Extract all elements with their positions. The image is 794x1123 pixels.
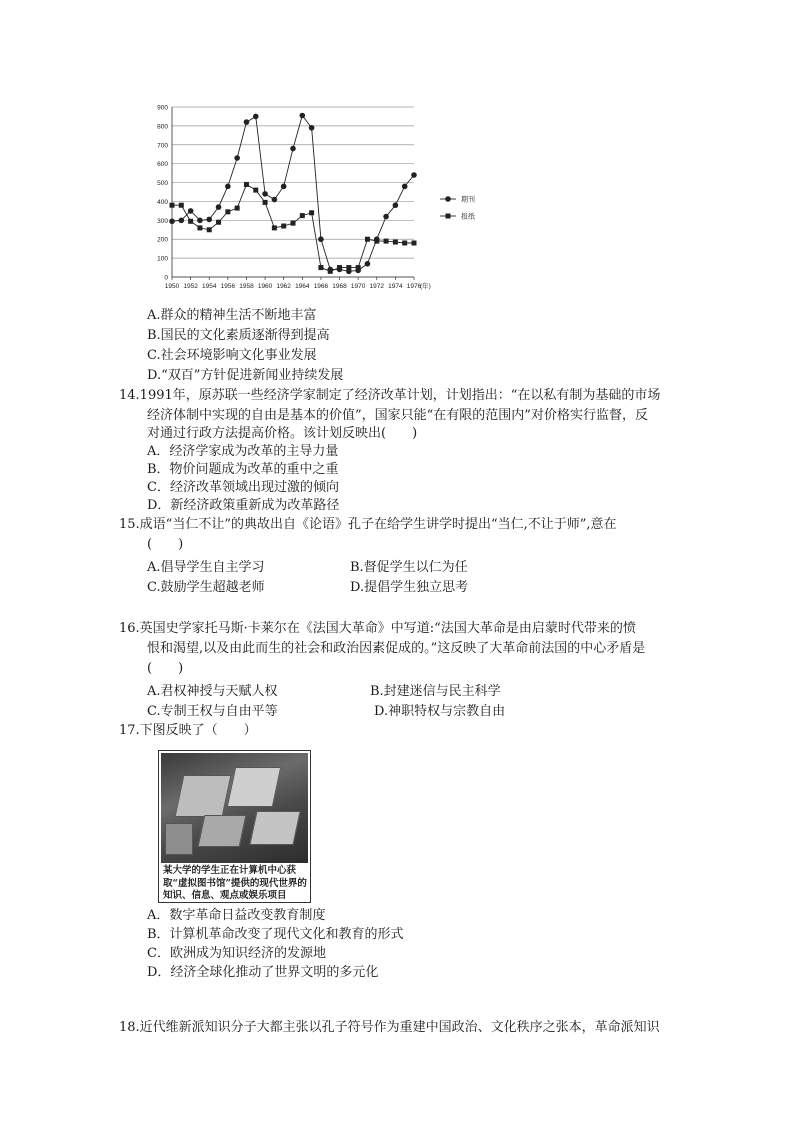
data-point [179,218,185,224]
x-tick-label: 1966 [313,283,329,290]
data-point [356,265,361,270]
q16-option-a[interactable]: A.君权神授与天赋人权 [147,684,278,699]
legend-label: 期刊 [461,195,475,204]
q14-option-b[interactable]: B．物价问题成为改革的重中之重 [147,462,339,477]
data-point [207,227,212,232]
data-point [300,213,305,218]
series-line-1 [172,116,414,272]
q13-option-d[interactable]: D.“双百”方针促进新闻业持续发展 [147,368,344,383]
q14-stem-line-1: 14.1991年，原苏联一些经济学家制定了经济改革计划，计划指出：“在以私有制为基础的市场 [119,388,661,403]
x-tick-label: 1952 [183,283,198,290]
data-point [300,113,306,119]
x-tick-label: 1976 [406,283,422,290]
q16-stem-line-3: ( ) [147,661,184,676]
q16-option-d[interactable]: D.神职特权与宗教自由 [374,704,506,719]
data-point [393,202,399,208]
x-tick-label: 1968 [332,283,347,290]
q17-option-d[interactable]: D．经济全球化推动了世界文明的多元化 [147,965,379,980]
q16-option-b[interactable]: B.封建迷信与民主科学 [370,684,501,699]
data-point [402,241,407,246]
data-point [374,239,379,244]
data-point [179,203,184,208]
data-point [272,225,277,230]
data-point [309,125,315,131]
data-point [402,184,408,190]
line-chart-svg [140,100,480,296]
y-tick-label: 600 [157,161,168,169]
data-point [383,214,389,220]
q14-stem-line-3: 对通过行政方法提高价格。该计划反映出( ) [147,426,418,441]
y-tick-label: 700 [157,142,168,150]
q16-stem-line-2: 恨和渴望,以及由此而生的社会和政治因素促成的。”这反映了大革命前法国的中心矛盾是 [147,641,646,656]
data-point [225,184,231,190]
q15-stem-line-2: ( ) [147,537,184,552]
data-point [169,218,175,224]
data-point [244,119,250,125]
data-point [281,224,286,229]
data-point [290,146,296,152]
data-point [365,237,370,242]
legend-marker-circle [445,196,451,202]
data-point [188,219,193,224]
q15-option-c[interactable]: C.鼓励学生超越老师 [147,580,265,595]
computer-center-photo [158,750,311,903]
y-tick-label: 0 [164,274,168,282]
data-point [206,217,212,223]
q17-option-b[interactable]: B．计算机革命改变了现代文化和教育的形式 [147,927,404,942]
y-tick-label: 800 [157,123,168,131]
data-point [235,206,240,211]
q16-option-c[interactable]: C.专制王权与自由平等 [147,704,278,719]
data-point [393,240,398,245]
q13-option-b[interactable]: B.国民的文化素质逐渐得到提高 [147,328,330,343]
data-point [318,236,324,242]
data-point [291,221,296,226]
data-point [188,208,194,214]
x-tick-label: 1954 [201,283,217,290]
x-tick-label: 1958 [239,283,254,290]
data-point [384,239,389,244]
data-point [216,220,221,225]
q17-option-c[interactable]: C．欧洲成为知识经济的发源地 [147,946,326,961]
x-tick-label: 1960 [257,283,273,290]
x-tick-label: 1974 [388,283,403,290]
data-point [309,210,314,215]
q15-option-d[interactable]: D.提倡学生独立思考 [350,580,469,595]
data-point [197,225,202,230]
data-point [272,197,278,203]
q15-stem-line-1: 15.成语“当仁不让”的典故出自《论语》孔子在给学生讲学时提出“当仁,不让于师”,意在 [119,517,617,532]
line-chart [140,100,480,296]
data-point [281,184,287,190]
y-tick-label: 100 [157,255,168,263]
x-tick-label: 1970 [350,283,366,290]
data-point [337,265,342,270]
y-tick-label: 500 [157,180,168,188]
data-point [263,200,268,205]
computer-lab-image [161,753,308,863]
data-point [262,191,268,197]
data-point [234,155,240,161]
x-tick-label: 1956 [220,283,236,290]
y-tick-label: 300 [157,217,168,225]
photo-caption: 某大学的学生正在计算机中心获取“虚拟图书馆”提供的现代世界的知识、信息、观点或娱乐项目 [163,865,307,901]
y-tick-label: 900 [157,104,168,112]
q17-option-a[interactable]: A．数字革命日益改变教育制度 [147,908,326,923]
data-point [216,204,222,210]
data-point [411,172,417,178]
data-point [318,265,323,270]
data-point [225,209,230,214]
x-tick-label: 1950 [164,283,180,290]
data-point [197,218,203,224]
q16-stem-line-1: 16.英国史学家托马斯·卡莱尔在《法国大革命》中写道:“法国大革命是由启蒙时代带来的愤 [119,621,636,636]
q15-option-b[interactable]: B.督促学生以仁为任 [350,560,468,575]
q14-stem-line-2: 经济体制中实现的自由是基本的价值”，国家只能“在有限的范围内”对价格实行监督，反 [147,408,648,423]
data-point [170,203,175,208]
q18-stem: 18.近代维新派知识分子大都主张以孔子符号作为重建中国政治、文化秩序之张本，革命派知识 [119,1020,660,1035]
q13-option-a[interactable]: A.群众的精神生活不断地丰富 [147,308,317,323]
q13-option-c[interactable]: C.社会环境影响文化事业发展 [147,348,317,363]
q17-stem: 17.下图反映了（ ） [119,723,257,738]
y-tick-label: 200 [157,236,168,244]
data-point [365,261,371,267]
q14-option-d[interactable]: D．新经济政策重新成为改革路径 [147,498,340,513]
q14-option-c[interactable]: C．经济改革领域出现过激的倾向 [147,480,339,495]
data-point [253,188,258,193]
data-point [328,269,333,274]
x-unit-label: (年) [420,283,431,290]
data-point [412,241,417,246]
q14-option-a[interactable]: A．经济学家成为改革的主导力量 [147,444,339,459]
legend-label: 报纸 [461,212,475,221]
x-tick-label: 1972 [369,283,385,290]
q15-option-a[interactable]: A.倡导学生自主学习 [147,560,265,575]
y-tick-label: 400 [157,198,168,206]
data-point [244,182,249,187]
data-point [253,114,259,120]
x-tick-label: 1962 [276,283,291,290]
legend-marker-square [446,214,451,219]
data-point [346,265,351,270]
x-tick-label: 1964 [295,283,310,290]
